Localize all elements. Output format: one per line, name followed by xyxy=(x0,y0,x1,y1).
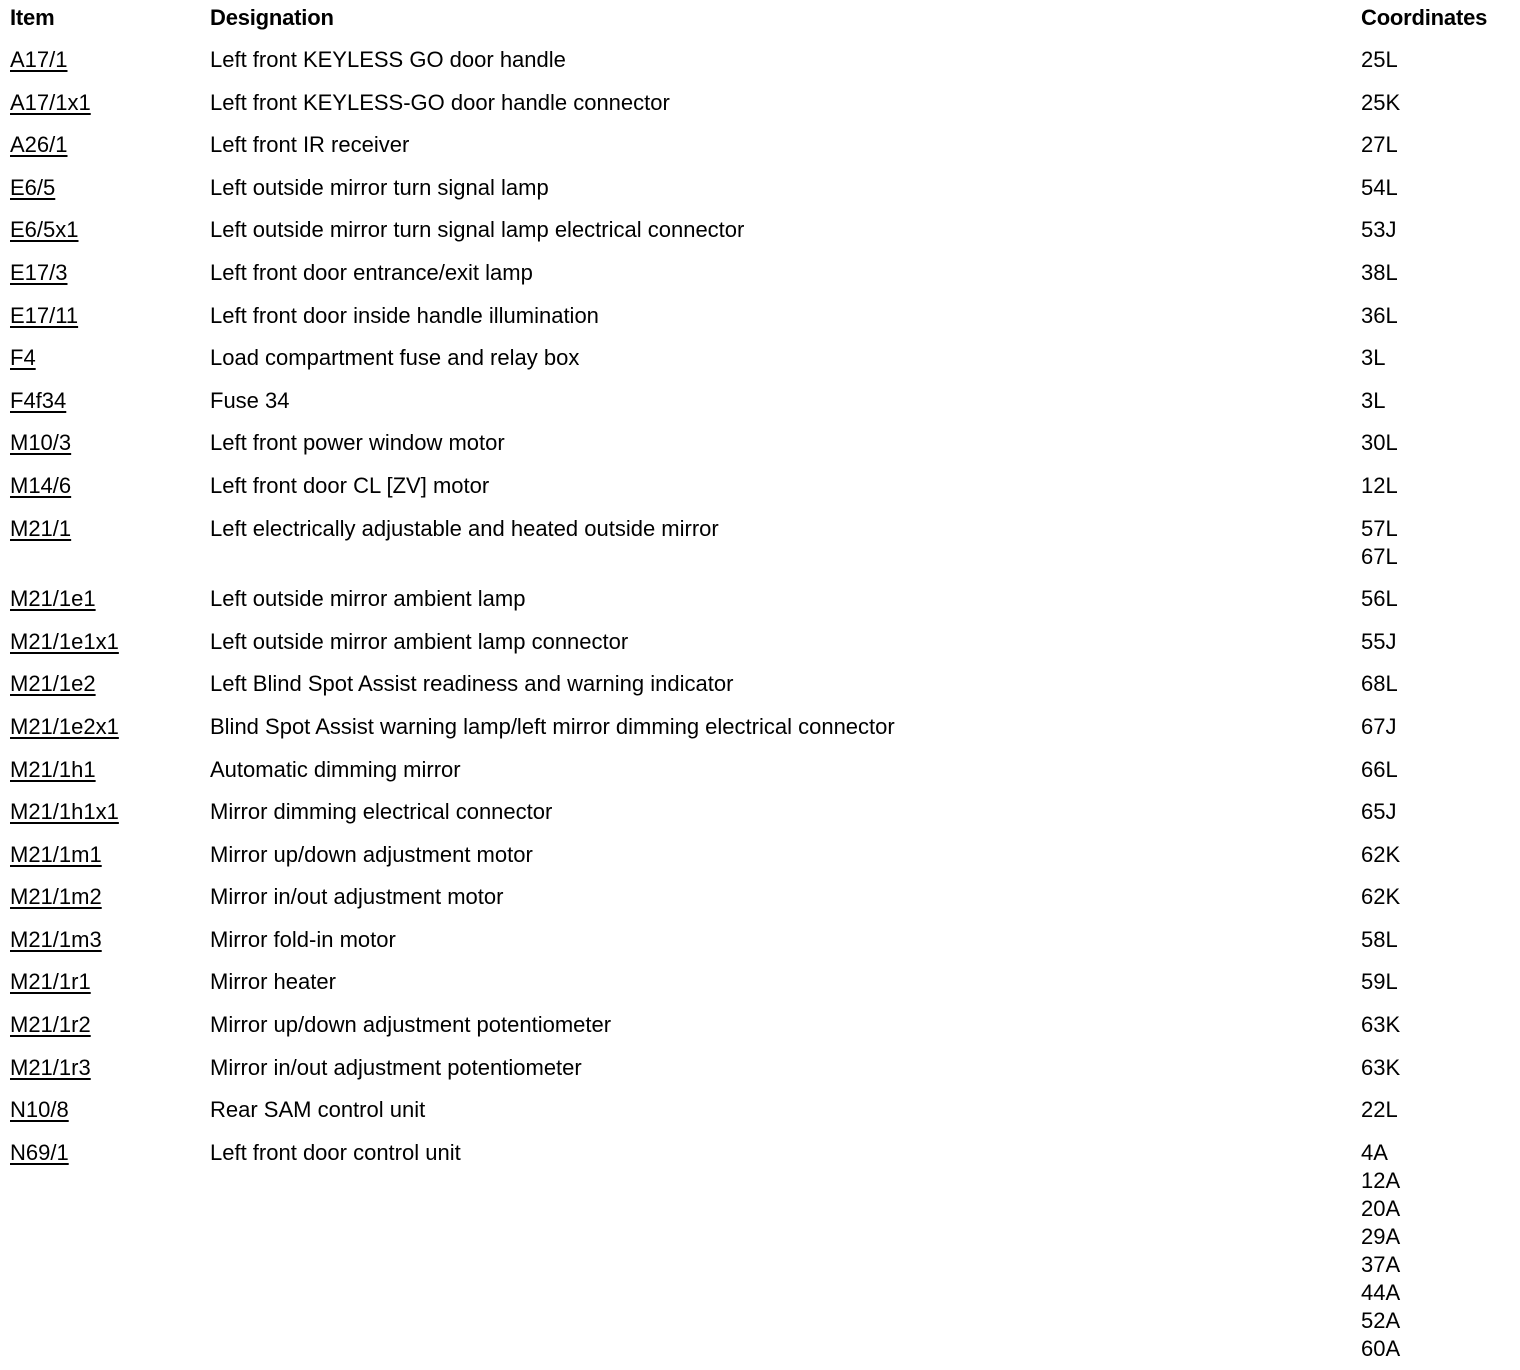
designation-text: Rear SAM control unit xyxy=(210,1097,426,1123)
coordinate-value: 63K xyxy=(1361,1054,1401,1080)
item-link[interactable]: E6/5 xyxy=(10,174,56,200)
coordinates-cell xyxy=(1361,756,1398,784)
designation-text: Mirror dimming electrical connector xyxy=(210,799,553,825)
coordinate-value: 65J xyxy=(1361,799,1397,825)
coordinate-value: 62K xyxy=(1361,884,1401,910)
table-row xyxy=(0,916,1520,959)
item-link[interactable]: M21/1r3 xyxy=(10,1054,91,1080)
coordinate-value: 60A xyxy=(1361,1335,1401,1361)
coordinate-value: 63K xyxy=(1361,1012,1401,1038)
designation-text: Left outside mirror ambient lamp xyxy=(210,586,526,612)
designation-text: Mirror in/out adjustment potentiometer xyxy=(210,1054,582,1080)
coordinates-cell xyxy=(1361,429,1398,457)
designation-text: Left front IR receiver xyxy=(210,132,410,158)
item-link[interactable]: M21/1r2 xyxy=(10,1012,91,1038)
coordinates-cell xyxy=(1361,585,1398,613)
table-row xyxy=(0,873,1520,916)
coordinate-value: 3L xyxy=(1361,387,1386,413)
coordinate-value: 12A xyxy=(1361,1167,1401,1193)
item-link[interactable]: M21/1h1x1 xyxy=(10,799,119,825)
table-row xyxy=(0,505,1520,576)
table-row xyxy=(0,164,1520,207)
coordinate-value: 52A xyxy=(1361,1307,1401,1333)
table-row xyxy=(0,788,1520,831)
coordinate-value: 67L xyxy=(1361,543,1398,569)
table-row xyxy=(0,462,1520,505)
designation-text: Mirror up/down adjustment motor xyxy=(210,841,533,867)
coordinates-cell xyxy=(1361,670,1398,698)
designation-text: Mirror heater xyxy=(210,969,336,995)
designation-text: Mirror up/down adjustment potentiometer xyxy=(210,1012,612,1038)
coordinate-value: 3L xyxy=(1361,345,1386,371)
item-link[interactable]: M21/1h1 xyxy=(10,756,96,782)
coordinate-value: 12L xyxy=(1361,472,1398,498)
header-coordinates: Coordinates xyxy=(1361,5,1488,30)
coordinates-cell xyxy=(1361,1139,1400,1363)
coordinates-cell xyxy=(1361,883,1400,911)
table-row xyxy=(0,746,1520,789)
designation-text: Left front power window motor xyxy=(210,430,505,456)
table-row xyxy=(0,703,1520,746)
coordinate-value: 30L xyxy=(1361,430,1398,456)
coordinates-cell xyxy=(1361,968,1398,996)
designation-text: Mirror fold-in motor xyxy=(210,926,396,952)
coordinates-cell xyxy=(1361,387,1385,415)
item-link[interactable]: F4 xyxy=(10,345,36,371)
item-link[interactable]: M21/1e1x1 xyxy=(10,628,119,654)
item-link[interactable]: N10/8 xyxy=(10,1097,69,1123)
coordinates-cell xyxy=(1361,344,1385,372)
coordinates-cell xyxy=(1361,713,1396,741)
designation-text: Fuse 34 xyxy=(210,387,290,413)
item-link[interactable]: A26/1 xyxy=(10,132,68,158)
designation-text: Left electrically adjustable and heated outside mirror xyxy=(210,515,719,541)
coordinate-value: 54L xyxy=(1361,174,1398,200)
designation-text: Load compartment fuse and relay box xyxy=(210,345,580,371)
header-designation: Designation xyxy=(210,5,334,30)
item-link[interactable]: F4f34 xyxy=(10,387,67,413)
table-row xyxy=(0,958,1520,1001)
coordinates-cell xyxy=(1361,1096,1398,1124)
coordinates-cell xyxy=(1361,798,1396,826)
coordinate-value: 66L xyxy=(1361,756,1398,782)
coordinate-value: 67J xyxy=(1361,713,1397,739)
coordinates-cell xyxy=(1361,926,1398,954)
coordinates-cell xyxy=(1361,472,1398,500)
table-row xyxy=(0,79,1520,122)
table-row xyxy=(0,1129,1520,1368)
table-row xyxy=(0,1001,1520,1044)
table-body xyxy=(0,36,1520,1367)
table-row xyxy=(0,292,1520,335)
coordinate-value: 37A xyxy=(1361,1251,1401,1277)
table-row xyxy=(0,831,1520,874)
table-row xyxy=(0,206,1520,249)
item-link[interactable]: M10/3 xyxy=(10,430,72,456)
table-row xyxy=(0,660,1520,703)
coordinates-cell xyxy=(1361,216,1396,244)
table-row xyxy=(0,36,1520,79)
designation-text: Left front KEYLESS GO door handle xyxy=(210,47,566,72)
coordinate-value: 20A xyxy=(1361,1195,1401,1221)
coordinate-value: 58L xyxy=(1361,926,1398,952)
table-row xyxy=(0,334,1520,377)
item-link[interactable]: M21/1 xyxy=(10,515,72,541)
coordinate-value: 53J xyxy=(1361,217,1397,243)
coordinates-cell xyxy=(1361,259,1398,287)
item-link[interactable]: M21/1m1 xyxy=(10,841,102,867)
table-row xyxy=(0,618,1520,661)
table-row xyxy=(0,1086,1520,1129)
coordinate-value: 36L xyxy=(1361,302,1398,328)
item-link[interactable]: E6/5x1 xyxy=(10,217,79,243)
coordinates-cell xyxy=(1361,1011,1400,1039)
designation-text: Blind Spot Assist warning lamp/left mirror dimming electrical connector xyxy=(210,713,895,739)
item-link[interactable]: M21/1r1 xyxy=(10,969,91,995)
table-row xyxy=(0,419,1520,462)
coordinate-value: 4A xyxy=(1361,1139,1388,1165)
coordinate-value: 56L xyxy=(1361,586,1398,612)
coordinate-value: 29A xyxy=(1361,1223,1401,1249)
designation-text: Left front door inside handle illumination xyxy=(210,302,599,328)
coordinates-cell xyxy=(1361,46,1398,74)
coordinate-value: 25L xyxy=(1361,47,1398,72)
item-link[interactable]: A17/1 xyxy=(10,47,68,72)
coordinate-value: 62K xyxy=(1361,841,1401,867)
table-row xyxy=(0,575,1520,618)
designation-text: Left front door CL [ZV] motor xyxy=(210,472,490,498)
coordinate-value: 59L xyxy=(1361,969,1398,995)
designation-text: Left outside mirror turn signal lamp xyxy=(210,174,549,200)
coordinate-value: 55J xyxy=(1361,628,1397,654)
table-row xyxy=(0,249,1520,292)
coordinate-value: 57L xyxy=(1361,515,1398,541)
coordinates-cell xyxy=(1361,131,1398,159)
coordinate-value: 22L xyxy=(1361,1097,1398,1123)
designation-text: Left outside mirror turn signal lamp electrical connector xyxy=(210,217,745,243)
designation-text: Left Blind Spot Assist readiness and warning indicator xyxy=(210,671,734,697)
designation-text: Left outside mirror ambient lamp connector xyxy=(210,628,629,654)
table-row xyxy=(0,1044,1520,1087)
coordinates-cell xyxy=(1361,174,1398,202)
item-link[interactable]: M21/1m3 xyxy=(10,926,102,952)
coordinate-value: 27L xyxy=(1361,132,1398,158)
item-link[interactable]: E17/11 xyxy=(10,302,79,328)
coordinates-cell xyxy=(1361,89,1400,117)
designation-text: Automatic dimming mirror xyxy=(210,756,461,782)
coordinates-cell xyxy=(1361,841,1400,869)
item-link[interactable]: E17/3 xyxy=(10,259,68,285)
coordinates-cell xyxy=(1361,1054,1400,1082)
header-item: Item xyxy=(10,5,55,30)
item-link[interactable]: M21/1m2 xyxy=(10,884,102,910)
coordinate-value: 38L xyxy=(1361,259,1398,285)
item-link[interactable]: M21/1e1 xyxy=(10,586,96,612)
item-link[interactable]: M21/1e2 xyxy=(10,671,96,697)
table-row xyxy=(0,121,1520,164)
coordinates-cell xyxy=(1361,302,1398,330)
coordinate-value: 25K xyxy=(1361,89,1401,115)
coordinates-cell xyxy=(1361,515,1398,571)
designation-text: Left front KEYLESS-GO door handle connector xyxy=(210,89,670,115)
item-link[interactable]: M14/6 xyxy=(10,472,72,498)
designation-text: Left front door entrance/exit lamp xyxy=(210,259,533,285)
item-link[interactable]: M21/1e2x1 xyxy=(10,713,119,739)
designation-text: Mirror in/out adjustment motor xyxy=(210,884,504,910)
coordinate-value: 44A xyxy=(1361,1279,1401,1305)
table-header xyxy=(0,0,1520,36)
coordinates-cell xyxy=(1361,628,1396,656)
item-link[interactable]: N69/1 xyxy=(10,1139,69,1165)
item-link[interactable]: A17/1x1 xyxy=(10,89,91,115)
table-row xyxy=(0,377,1520,420)
coordinate-value: 68L xyxy=(1361,671,1398,697)
designation-text: Left front door control unit xyxy=(210,1139,461,1165)
